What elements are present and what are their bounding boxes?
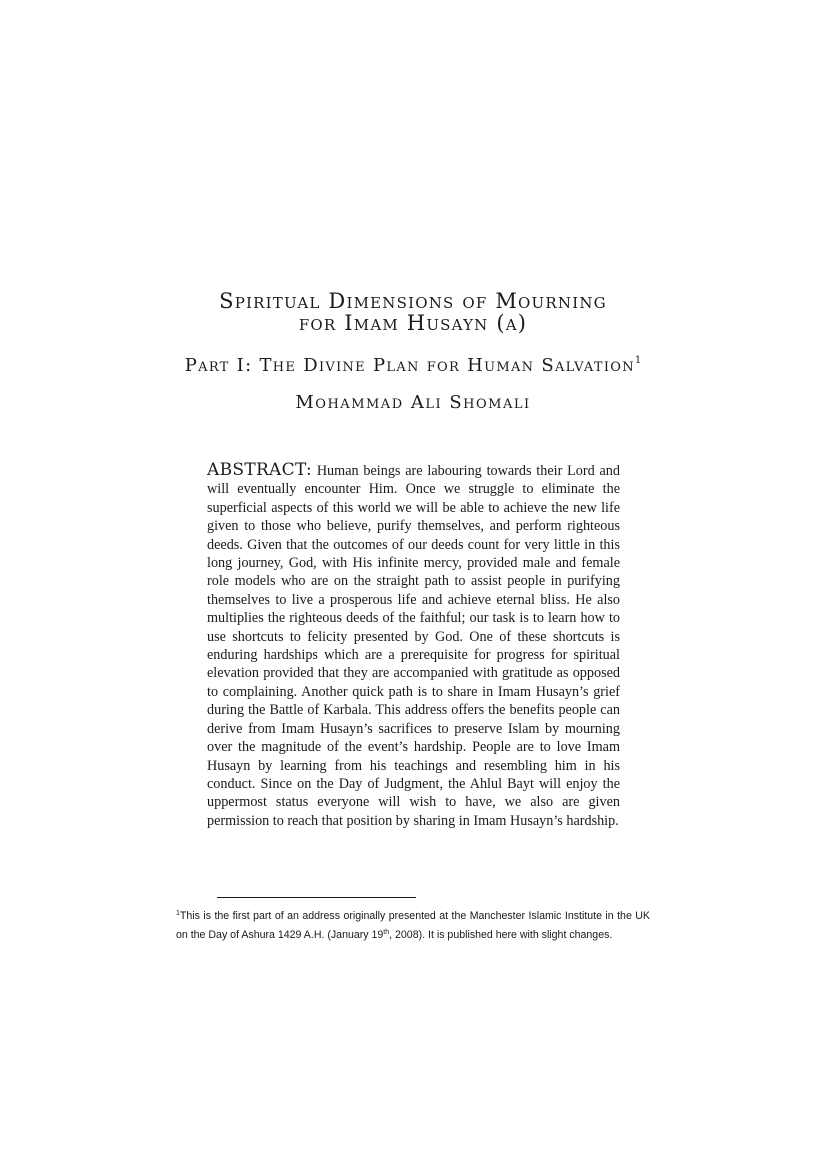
footnote-text-before: This is the first part of an address originally presented at the Manchester Islamic Institute in the UK on the Day of Ashura 1429 A.H. (January 19 [176, 910, 650, 941]
footnote-superscript: th [383, 928, 390, 936]
subtitle-text: Part I: The Divine Plan for Human Salvation [184, 355, 635, 376]
subtitle [0, 355, 826, 376]
title-line-1: Spiritual Dimensions of Mourning [219, 289, 607, 313]
title-line-2: for Imam Husayn (a) [298, 311, 528, 335]
footnote-separator [217, 897, 416, 898]
footnote-mark: 1 [176, 910, 180, 917]
abstract [207, 461, 620, 830]
author-name: Mohammad Ali Shomali [295, 392, 531, 413]
footnote [176, 906, 650, 943]
abstract-body: Human beings are labouring towards their Lord and will eventually encounter Him. Once we struggle to eliminate the superficial aspects of this world we will be able to achieve the new life given to those who believe, purify themselves, and perform righteous deeds. Given that the outcomes of our deeds count for very little in this long journey, God, with His infinite mercy, provided male and female role models who are on the straight path to assist people in purifying themselves to live a prosperous life and achieve eternal bliss. He also multiplies the righteous deeds of the faithful; our task is to learn how to use shortcuts to felicity presented by God. One of these shortcuts is enduring hardships which are a prerequisite for progress for spiritual elevation provided that they are accompanied with gratitude as opposed to complaining. Another quick path is to share in Imam Husayn’s grief during the Battle of Karbala. This address offers the benefits people can derive from Imam Husayn’s sacrifices to preserve Islam by mourning over the magnitude of the event’s hardship. People are to love Imam Husayn by learning from his teachings and resembling him in his conduct. Since on the Day of Judgment, the Ahlul Bayt will enjoy the uppermost status everyone will wish to have, we also are given permission to reach that position by sharing in Imam Husayn’s hardship. [207, 463, 620, 829]
subtitle-footnote-mark: 1 [634, 355, 642, 366]
abstract-label: ABSTRACT: [207, 460, 312, 480]
footnote-text-after: , 2008). It is published here with slight changes. [389, 928, 613, 941]
